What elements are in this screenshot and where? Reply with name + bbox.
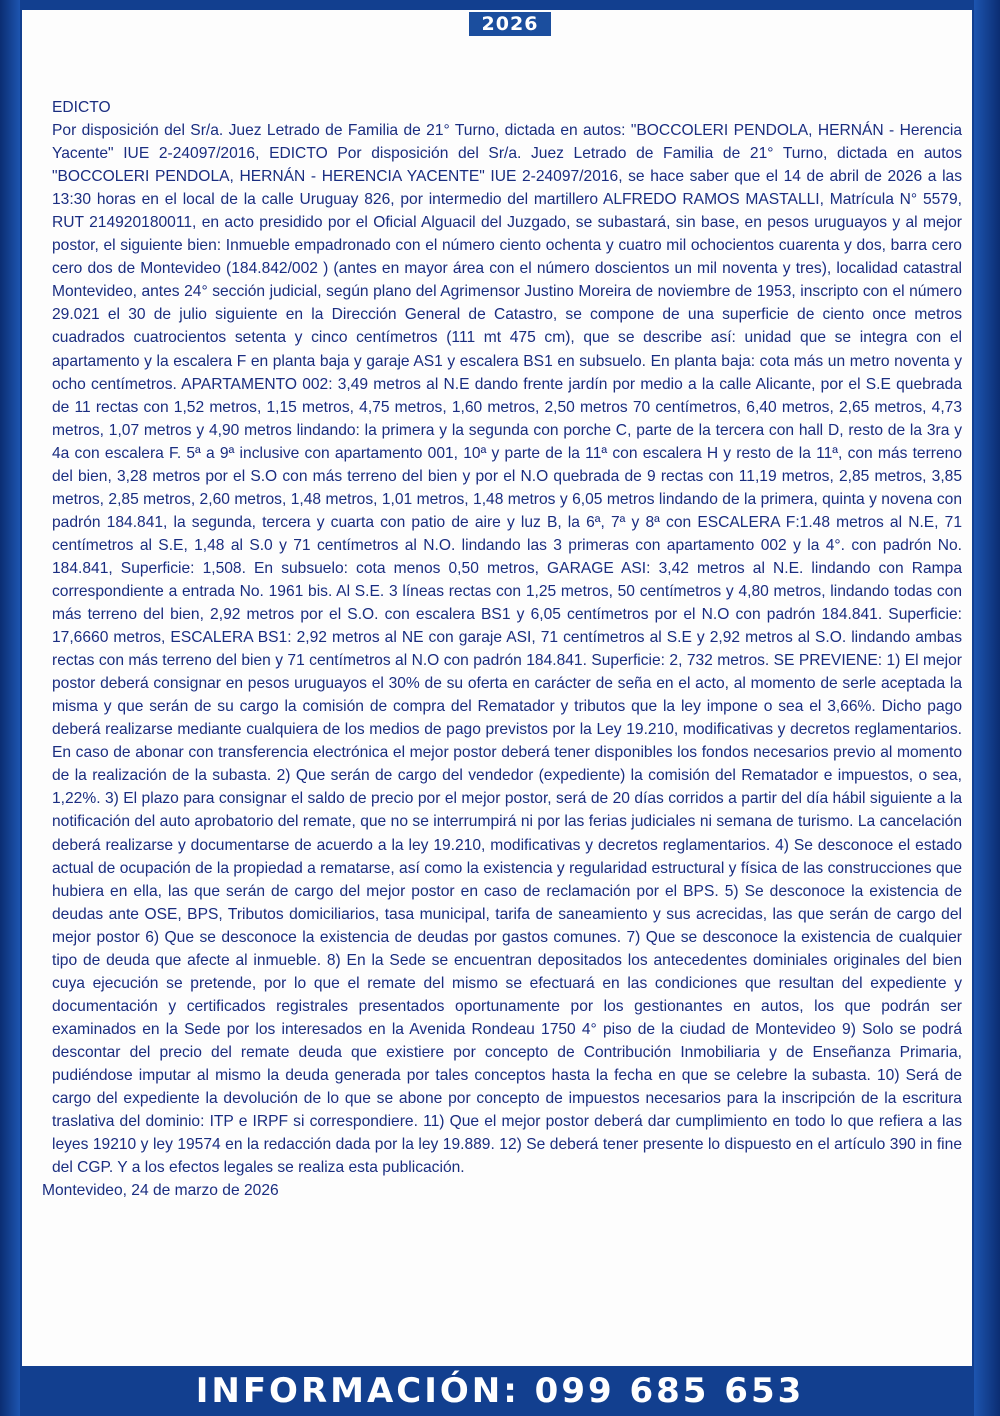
footer-info-phone: INFORMACIÓN: 099 685 653: [195, 1371, 805, 1411]
footer-banner: [0, 1366, 1000, 1416]
left-border: [0, 0, 20, 1416]
right-border: [974, 0, 1000, 1416]
edict-title: EDICTO: [52, 99, 111, 116]
edict-signoff: Montevideo, 24 de marzo de 2026: [42, 1182, 279, 1200]
year-badge: 2026: [469, 12, 551, 36]
edict-content: [42, 96, 962, 1202]
edict-body: Por disposición del Sr/a. Juez Letrado de Familia de 21° Turno, dictada en autos: "BOCCOLERI PENDOLA, HERNÁN - Herencia Yacente" IUE 2-24097/2016, EDICTO Por disposición del Sr/a. Juez Letrado de Familia de 21° Turno, dictada en autos "BOCCOLERI PENDOLA, HERNÁN - HERENCIA YACENTE" IUE 2-24097/2016, se hace saber que el 14 de abril de 2026 a las 13:30 horas en el local de la calle Uruguay 826, por intermedio del martillero ALFREDO RAMOS MASTALLI, Matrícula N° 5579, RUT 214920180011, en acto presidido por el Oficial Alguacil del Juzgado, se subastará, sin base, en pesos uruguayos y al mejor postor, el siguiente bien: Inmueble empadronado con el número ciento ochenta y cuatro mil ochocientos cuarenta y dos, barra cero cero dos de Montevideo (184.842/002 ) (antes en mayor área con el número doscientos un mil noventa y tres), localidad catastral Montevideo, antes 24° sección judicial, según plano del Agrimensor Justino Moreira de noviembre de 1953, inscripto con el número 29.021 el 30 de julio siguiente en la Dirección General de Catastro, se compone de una superficie de ciento once metros cuadrados cuatrocientos setenta y cinco centímetros (111 mt 475 cm), que se describe así: unidad que se integra con el apartamento y la escalera F en planta baja y garaje AS1 y escalera BS1 en subsuelo. En planta baja: cota más un metro noventa y ocho centímetros. APARTAMENTO 002: 3,49 metros al N.E dando frente jardín por medio a la calle Alicante, por el S.E quebrada de 11 rectas con 1,52 metros, 1,15 metros, 4,75 metros, 1,60 metros, 2,50 metros 70 centímetros, 6,40 metros, 2,65 metros, 4,73 metros, 1,07 metros y 4,90 metros lindando: la primera y la segunda con porche C, parte de la tercera con hall D, resto de la 3ra y 4a con escalera F. 5ª a 9ª inclusive con apartamento 001, 10ª y parte de la 11ª con escalera H y resto de la 11ª, con más terreno del bien, 3,28 metros por el S.O con más terreno del bien y por el N.O quebrada de 9 rectas con 11,19 metros, 2,85 metros, 3,85 metros, 2,85 metros, 2,60 metros, 1,48 metros, 1,01 metros, 1,48 metros y 6,05 metros lindando de la primera, quinta y novena con padrón 184.841, la segunda, tercera y cuarta con patio de aire y luz B, la 6ª, 7ª y 8ª con ESCALERA F:1.48 metros al N.E, 71 centímetros al S.E, 1,48 al S.0 y 71 centímetros al N.O. lindando las 3 primeras con apartamento 002 y la 4°. con padrón No. 184.841, Superficie: 1,508. En subsuelo: cota menos 0,50 metros, GARAGE ASI: 3,42 metros al N.E. lindando con Rampa correspondiente a entrada No. 1961 bis. Al S.E. 3 líneas rectas con 1,25 metros, 50 centímetros y 4,80 metros, lindando todas con más terreno del bien, 2,92 metros por el S.O. con escalera BS1 y 6,05 centímetros por el N.O con padrón 184.841. Superficie: 17,6660 metros, ESCALERA BS1: 2,92 metros al NE con garaje ASI, 71 centímetros al S.E y 2,92 metros al S.O. lindando ambas rectas con más terreno del bien y 71 centímetros al N.O con padrón 184.841. Superficie: 2, 732 metros. SE PREVIENE: 1) El mejor postor deberá consignar en pesos uruguayos el 30% de su oferta en carácter de seña en el acto, al momento de serle aceptada la misma y que serán de su cargo la comisión de compra del Rematador y tributos que la ley impone o sea el 3,66%. Dicho pago deberá realizarse mediante cualquiera de los medios de pago previstos por la Ley 19.210, modificativas y decretos reglamentarios. En caso de abonar con transferencia electrónica el mejor postor deberá tener disponibles los fondos necesarios previo al momento de la realización de la subasta. 2) Que serán de cargo del vendedor (expediente) la comisión del Rematador e impuestos, o sea, 1,22%. 3) El plazo para consignar el saldo de precio por el mejor postor, será de 20 días corridos a partir del día hábil siguiente a la notificación del auto aprobatorio del remate, que no se interrumpirá ni por las ferias judiciales ni semana de turismo. La cancelación deberá realizarse y documentarse de acuerdo a la ley 19.210, modificativas y decretos reglamentarios. 4) Se desconoce el estado actual de ocupación de la propiedad a rematarse, así como la existencia y regularidad estructural y física de las construcciones que hubiera en ella, las que serán de cargo del mejor postor en caso de reclamación por el BPS. 5) Se desconoce la existencia de deudas ante OSE, BPS, Tributos domiciliarios, tasa municipal, tarifa de saneamiento y sus acrecidas, las que serán de cargo del mejor postor 6) Que se desconoce la existencia de deudas por gastos comunes. 7) Que se desconoce la existencia de cualquier tipo de deuda que afecte al inmueble. 8) En la Sede se encuentran depositados los antecedentes dominiales originales del bien cuya ejecución se pretende, por lo que el remate del mismo se efectuará en las condiciones que resultan del expediente y documentación y certificados registrales presentados oportunamente por los gestionantes en autos, los que podrán ser examinados en la Sede por los interesados en la Avenida Rondeau 1750 4° piso de la ciudad de Montevideo 9) Solo se podrá descontar del precio del remate deuda que existiere por concepto de Contribución Inmobiliaria y de Enseñanza Primaria, pudiéndose imputar al mismo la deuda generada por tales conceptos hasta la fecha en que se celebre la subasta. 10) Será de cargo del expediente la devolución de lo que se abone por concepto de impuestos necesarios para la inscripción de la escritura traslativa del dominio: ITP e IRPF si correspondiere. 11) Que el mejor postor deberá dar cumplimiento en todo lo que refiera a las leyes 19210 y ley 19574 en la redacción dada por la ley 19.889. 12) Se deberá tener presente lo dispuesto en el artículo 390 in fine del CGP. Y a los efectos legales se realiza esta publicación.: [52, 122, 962, 1177]
